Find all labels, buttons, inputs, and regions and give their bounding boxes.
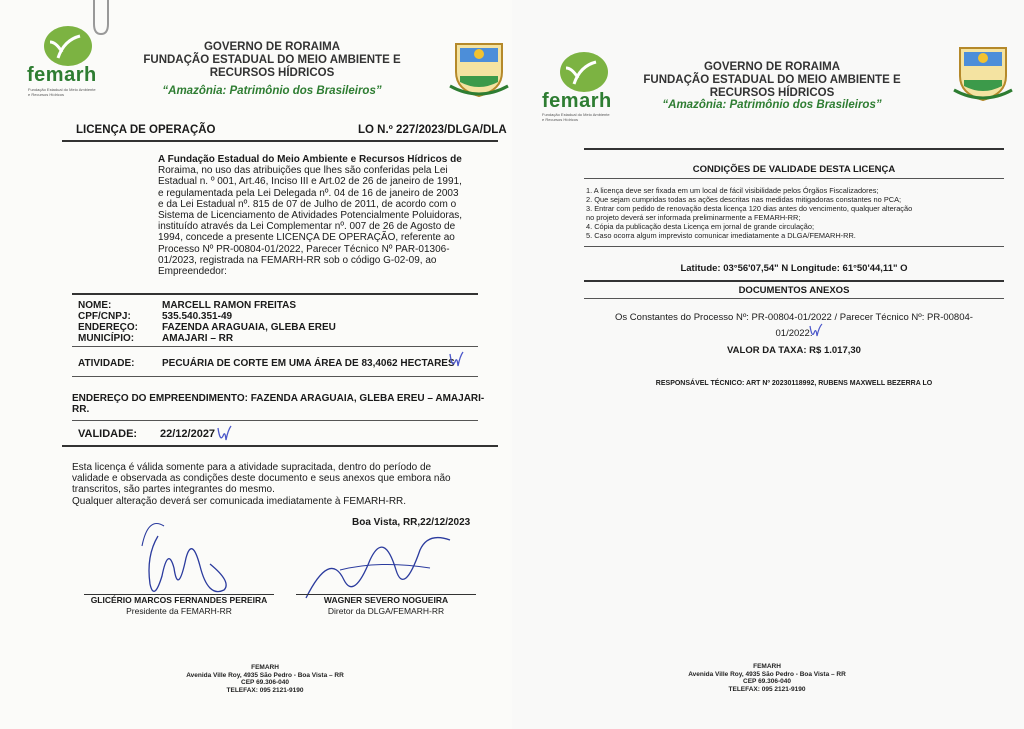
intro-line: Roraima, no uso das atribuições que lhes são conferidas pela Lei — [158, 165, 448, 177]
header-motto: “Amazônia: Patrimônio dos Brasileiros” — [662, 99, 882, 111]
endereco-empreendimento-line-2: RR. — [72, 404, 90, 415]
condition-item: 4. Cópia da publicação desta Licença em jornal de grande circulação; — [586, 222, 815, 231]
logo-subtitle: Fundação Estadual do Meio Ambiente e Recursos Hídricos — [542, 112, 610, 122]
president-name: GLICÉRIO MARCOS FERNANDES PEREIRA — [90, 595, 268, 605]
header-line-2: FUNDAÇÃO ESTADUAL DO MEIO AMBIENTE E — [143, 54, 401, 66]
president-role: Presidente da FEMARH-RR — [126, 606, 232, 616]
director-name: WAGNER SEVERO NOGUEIRA — [323, 595, 449, 605]
docs-title-rule — [584, 298, 1004, 299]
validity-paragraph — [72, 462, 482, 507]
state-coat-of-arms-icon — [952, 40, 1014, 102]
initials-mark-icon — [216, 424, 234, 444]
femarh-logo — [28, 22, 108, 102]
municipio-label: MUNICÍPIO: — [78, 333, 135, 344]
header-line-1: GOVERNO DE RORAIMA — [703, 61, 841, 73]
intro-line: Estadual n. º 001, Art.46, Inciso III e Art.02 de 26 de janeiro de 1991, — [158, 176, 462, 188]
body-line: transcritos, são partes integrantes do mesmo. — [72, 484, 275, 496]
intro-line: Empreendedor: — [158, 266, 227, 278]
coords-top-rule — [584, 246, 1004, 247]
endereco-label: ENDEREÇO: — [78, 322, 139, 333]
cpf-label: CPF/CNPJ: — [78, 311, 131, 322]
body-line: validade e observada as condições deste documento e seus anexos que embora não — [72, 473, 451, 485]
license-page-right — [512, 0, 1024, 729]
header-block — [612, 61, 932, 100]
condition-item: no projeto deverá ser informada preliminarmente a FEMARH-RR; — [586, 213, 801, 222]
atividade-rule — [72, 376, 478, 377]
header-line-2: FUNDAÇÃO ESTADUAL DO MEIO AMBIENTE E — [643, 74, 901, 86]
condition-item: 2. Que sejam cumpridas todas as ações descritas nas medidas mitigadoras constantes no PCA; — [586, 195, 902, 204]
docs-title: DOCUMENTOS ANEXOS — [738, 285, 850, 296]
docs-line-2: 01/2022. — [775, 328, 813, 339]
footer-right — [672, 663, 862, 693]
footer-line: Avenida Ville Roy, 4935 São Pedro - Boa Vista – RR — [688, 670, 846, 678]
body-line: Qualquer alteração deverá ser comunicada imediatamente à FEMARH-RR. — [72, 495, 407, 507]
atividade-value: PECUÁRIA DE CORTE EM UMA ÁREA DE 83,4062 HECTARES — [162, 358, 455, 369]
footer-line: Avenida Ville Roy, 4935 São Pedro - Boa Vista – RR — [186, 671, 344, 679]
intro-line: Processo Nº PR-00804-01/2022, Parecer Técnico Nº PAR-01306- — [158, 243, 450, 255]
nome-value: MARCELL RAMON FREITAS — [162, 300, 297, 311]
header-block — [112, 41, 432, 80]
header-motto: “Amazônia: Patrimônio dos Brasileiros” — [162, 85, 382, 97]
logo-subtitle: Fundação Estadual do Meio Ambiente e Recursos Hídricos — [28, 87, 96, 97]
intro-line: e da Lei Estadual nº. 815 de 07 de Julho de 2011, de acordo com o — [158, 198, 457, 210]
footer-line: CEP 69.306-040 — [241, 679, 289, 687]
validade-value: 22/12/2027 — [160, 428, 216, 440]
intro-line: 1994, concede a presente LICENÇA DE OPERAÇÃO, referente ao — [158, 232, 455, 244]
conditions-title-rule — [584, 178, 1004, 179]
license-title: LICENÇA DE OPERAÇÃO — [76, 124, 216, 136]
body-line: Esta licença é válida somente para a atividade supracitada, dentro do período de — [72, 462, 432, 473]
fields-top-rule — [72, 293, 478, 295]
municipio-value: AMAJARI – RR — [162, 333, 234, 344]
footer-line: FEMARH — [753, 663, 781, 670]
cpf-value: 535.540.351-49 — [162, 311, 233, 322]
docs-line-1: Os Constantes do Processo Nº: PR-00804-01/2022 / Parecer Técnico Nº: PR-00804- — [615, 312, 973, 323]
header-line-1: GOVERNO DE RORAIMA — [203, 41, 341, 53]
intro-line: Sistema de Licenciamento de Atividades Potencialmente Poluidoras, — [158, 210, 463, 222]
endereco-empreendimento-line-1: ENDEREÇO DO EMPREENDIMENTO: FAZENDA ARAGUAIA, GLEBA EREU – AMAJARI- — [72, 393, 485, 404]
footer-line: TELEFAX: 095 2121-9190 — [728, 685, 806, 693]
intro-paragraph — [158, 154, 478, 277]
state-coat-of-arms-icon — [448, 36, 510, 98]
docs-top-rule — [584, 280, 1004, 282]
atividade-label: ATIVIDADE: — [78, 358, 135, 369]
footer-line: TELEFAX: 095 2121-9190 — [226, 686, 304, 694]
header-line-3: RECURSOS HÍDRICOS — [709, 87, 835, 99]
endereco-rule — [72, 420, 478, 421]
nome-label: NOME: — [78, 300, 112, 311]
initials-mark-icon — [448, 350, 466, 370]
director-role: Diretor da DLGA/FEMARH-RR — [327, 606, 445, 616]
license-number: LO N.º 227/2023/DLGA/DLA — [358, 124, 507, 136]
footer-left — [170, 664, 360, 694]
technical-responsible: RESPONSÁVEL TÉCNICO: ART Nº 20230118992, RUBENS MAXWELL BEZERRA LO — [655, 380, 933, 387]
logo-wordmark: femarh — [27, 64, 97, 86]
place-date: Boa Vista, RR,22/12/2023 — [352, 517, 471, 528]
logo-wordmark: femarh — [542, 90, 612, 112]
conditions-top-rule — [584, 148, 1004, 150]
footer-line: CEP 69.306-040 — [743, 678, 791, 686]
fee-value: VALOR DA TAXA: R$ 1.017,30 — [727, 345, 861, 356]
title-rule — [62, 140, 498, 142]
intro-line: instituído através da Lei Complementar nº. 007 de 26 de Agosto de — [158, 221, 456, 233]
condition-item: 1. A licença deve ser fixada em um local de fácil visibilidade pelos Órgãos Fiscalizadores; — [586, 186, 879, 195]
fields-bottom-rule — [72, 346, 478, 347]
intro-line: A Fundação Estadual do Meio Ambiente e Recursos Hídricos de — [158, 154, 462, 165]
footer-line: FEMARH — [251, 664, 279, 671]
validade-label: VALIDADE: — [78, 428, 138, 440]
header-line-3: RECURSOS HÍDRICOS — [209, 67, 335, 79]
initials-mark-icon — [808, 322, 824, 340]
intro-line: e regulamentada pela Lei Delegada nº. 04 de 16 de janeiro de 2003 — [158, 187, 459, 199]
coordinates: Latitude: 03°56'07,54" N Longitude: 61°50'44,11" O — [680, 263, 908, 274]
condition-item: 3. Entrar com pedido de renovação desta licença 120 dias antes do vencimento, qualquer alteração — [586, 204, 913, 213]
conditions-list — [586, 186, 1006, 240]
intro-line: 01/2023, registrada na FEMARH-RR sob o código G-02-09, ao — [158, 254, 437, 266]
endereco-value: FAZENDA ARAGUAIA, GLEBA EREU — [162, 322, 336, 333]
condition-item: 5. Caso ocorra algum imprevisto comunicar imediatamente a DLGA/FEMARH-RR. — [586, 231, 856, 240]
conditions-title: CONDIÇÕES DE VALIDADE DESTA LICENÇA — [692, 164, 896, 175]
leaf-logo-icon — [28, 22, 108, 70]
validade-rule — [62, 445, 498, 447]
